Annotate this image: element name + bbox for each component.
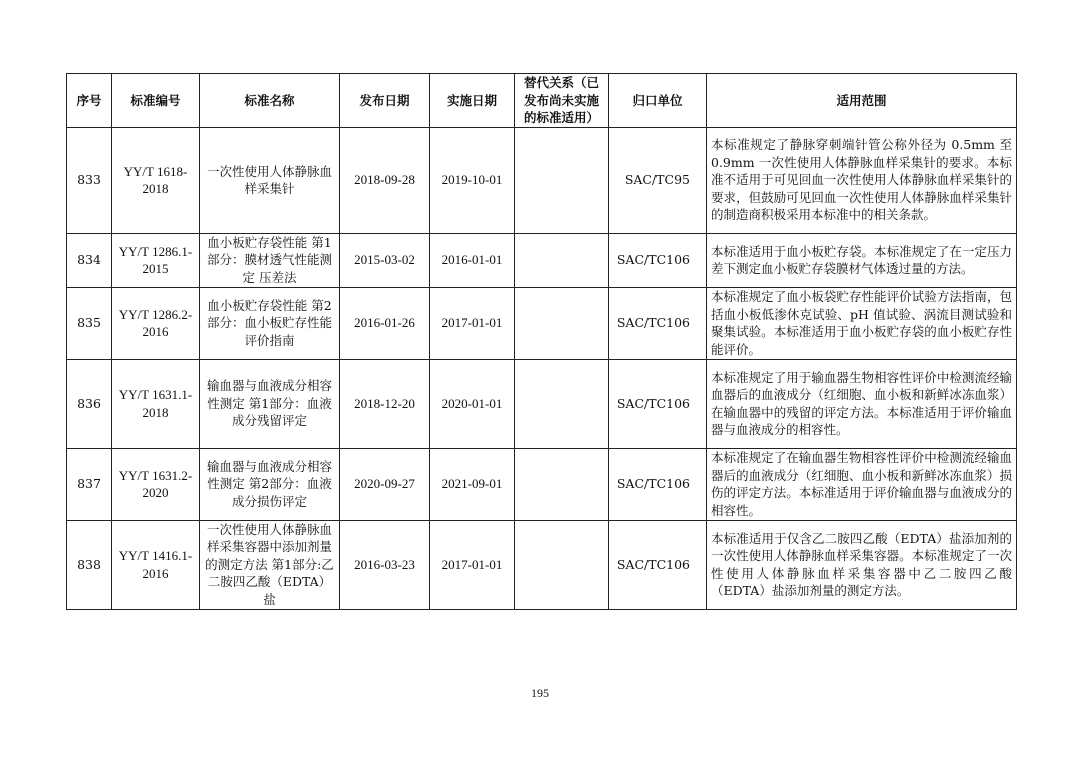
table-row <box>67 127 1017 233</box>
cell-pub-date: 2016-01-26 <box>340 287 430 359</box>
cell-code: YY/T 1286.2-2016 <box>112 287 200 359</box>
cell-impl-date: 2017-01-01 <box>430 287 515 359</box>
cell-replace <box>515 233 609 287</box>
cell-impl-date: 2017-01-01 <box>430 520 515 609</box>
cell-scope: 本标准适用于血小板贮存袋。本标准规定了在一定压力差下测定血小板贮存袋膜材气体透过量的方法。 <box>707 233 1017 287</box>
standards-table <box>66 73 1017 610</box>
cell-code: YY/T 1631.2-2020 <box>112 448 200 520</box>
cell-scope: 本标准规定了血小板袋贮存性能评价试验方法指南，包括血小板低渗休克试验、pH 值试验、涡流目测试验和聚集试验。本标准适用于血小板贮存袋的血小板贮存性能评价。 <box>707 287 1017 359</box>
header-pub-date: 发布日期 <box>340 74 430 128</box>
cell-replace <box>515 287 609 359</box>
cell-impl-date: 2021-09-01 <box>430 448 515 520</box>
cell-scope: 本标准规定了用于输血器生物相容性评价中检测流经输血器后的血液成分（红细胞、血小板和新鲜冰冻血浆）在输血器中的残留的评定方法。本标准适用于评价输血器与血液成分的相容性。 <box>707 359 1017 448</box>
cell-seq: 833 <box>67 127 112 233</box>
header-row <box>67 74 1017 128</box>
cell-scope: 本标准规定了在输血器生物相容性评价中检测流经输血器后的血液成分（红细胞、血小板和新鲜冰冻血浆）损伤的评定方法。本标准适用于评价输血器与血液成分的相容性。 <box>707 448 1017 520</box>
table-row <box>67 520 1017 609</box>
cell-code: YY/T 1286.1-2015 <box>112 233 200 287</box>
header-unit: 归口单位 <box>609 74 707 128</box>
table-row <box>67 448 1017 520</box>
cell-pub-date: 2018-12-20 <box>340 359 430 448</box>
header-seq: 序号 <box>67 74 112 128</box>
header-replace: 替代关系（已发布尚未实施的标准适用） <box>515 74 609 128</box>
cell-pub-date: 2018-09-28 <box>340 127 430 233</box>
cell-seq: 836 <box>67 359 112 448</box>
cell-scope: 本标准适用于仅含乙二胺四乙酸（EDTA）盐添加剂的一次性使用人体静脉血样采集容器。本标准规定了一次性使用人体静脉血样采集容器中乙二胺四乙酸（EDTA）盐添加剂量的测定方法。 <box>707 520 1017 609</box>
cell-seq: 835 <box>67 287 112 359</box>
cell-pub-date: 2015-03-02 <box>340 233 430 287</box>
page-number: 195 <box>531 686 549 700</box>
cell-unit: SAC/TC106 <box>609 359 707 448</box>
cell-unit: SAC/TC106 <box>609 233 707 287</box>
cell-replace <box>515 520 609 609</box>
header-scope: 适用范围 <box>707 74 1017 128</box>
cell-name: 血小板贮存袋性能 第1部分：膜材透气性能测定 压差法 <box>200 233 340 287</box>
header-impl-date: 实施日期 <box>430 74 515 128</box>
header-code: 标准编号 <box>112 74 200 128</box>
cell-name: 血小板贮存袋性能 第2部分：血小板贮存性能评价指南 <box>200 287 340 359</box>
header-name: 标准名称 <box>200 74 340 128</box>
cell-seq: 834 <box>67 233 112 287</box>
cell-impl-date: 2016-01-01 <box>430 233 515 287</box>
cell-name: 一次性使用人体静脉血样采集针 <box>200 127 340 233</box>
cell-name: 一次性使用人体静脉血样采集容器中添加剂量的测定方法 第1部分:乙二胺四乙酸（EDTA）盐 <box>200 520 340 609</box>
cell-replace <box>515 448 609 520</box>
cell-name: 输血器与血液成分相容性测定 第1部分：血液成分残留评定 <box>200 359 340 448</box>
cell-unit: SAC/TC95 <box>609 127 707 233</box>
cell-unit: SAC/TC106 <box>609 287 707 359</box>
cell-code: YY/T 1416.1-2016 <box>112 520 200 609</box>
cell-pub-date: 2020-09-27 <box>340 448 430 520</box>
table-row <box>67 287 1017 359</box>
cell-name: 输血器与血液成分相容性测定 第2部分：血液成分损伤评定 <box>200 448 340 520</box>
cell-seq: 837 <box>67 448 112 520</box>
table-row <box>67 359 1017 448</box>
cell-unit: SAC/TC106 <box>609 448 707 520</box>
cell-seq: 838 <box>67 520 112 609</box>
cell-pub-date: 2016-03-23 <box>340 520 430 609</box>
cell-replace <box>515 359 609 448</box>
cell-code: YY/T 1618-2018 <box>112 127 200 233</box>
cell-impl-date: 2019-10-01 <box>430 127 515 233</box>
table-row <box>67 233 1017 287</box>
cell-replace <box>515 127 609 233</box>
cell-scope: 本标准规定了静脉穿刺端针管公称外径为 0.5mm 至 0.9mm 一次性使用人体静脉血样采集针的要求。本标准不适用于可见回血一次性使用人体静脉血样采集针的要求，但鼓励可见回血一次性使用人体静脉血样采集针的制造商积极采用本标准中的相关条款。 <box>707 127 1017 233</box>
cell-unit: SAC/TC106 <box>609 520 707 609</box>
cell-code: YY/T 1631.1-2018 <box>112 359 200 448</box>
cell-impl-date: 2020-01-01 <box>430 359 515 448</box>
